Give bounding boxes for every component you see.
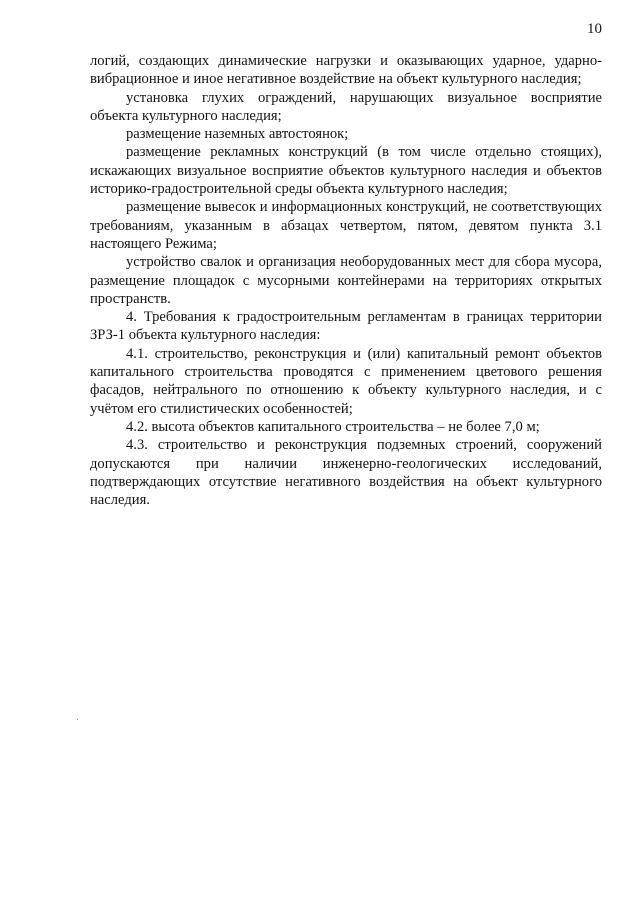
paragraph-waste: устройство свалок и организация необорудованных мест для сбора мусора, размещение площадок с мусорными контейнерами на территориях открытых пространств. — [90, 254, 602, 307]
paragraph-parking: размещение наземных автостоянок; — [126, 126, 349, 143]
paragraph-4-1: 4.1. строительство, реконструкция и (или) капитальный ремонт объектов капитального строительства проводятся с применением цветового решения фасадов, нейтрального по отношению к объекту культурного наследия, и с учётом его стилистических особенностей; — [90, 345, 602, 417]
paragraph-continuation: логий, создающих динамические нагрузки и оказывающих ударное, ударно-вибрационное и иное негативное воздействие на объект культурного наследия; — [90, 53, 602, 88]
paragraph-fences: установка глухих ограждений, нарушающих визуальное восприятие объекта культурного наследия; — [90, 89, 602, 124]
paragraph-4-2: 4.2. высота объектов капитального строительства – не более 7,0 м; — [126, 418, 540, 435]
page-number: 10 — [587, 21, 602, 37]
scan-speck — [77, 719, 78, 720]
paragraph-section-4: 4. Требования к градостроительным регламентам в границах территории ЗРЗ-1 объекта культурного наследия: — [90, 309, 602, 344]
document-body — [90, 52, 602, 509]
paragraph-advertising: размещение рекламных конструкций (в том числе отдельно стоящих), искажающих визуальное восприятие объектов культурного наследия и объектов историко-градостроительной среды объекта культурного наследия; — [90, 144, 602, 198]
paragraph-signage: размещение вывесок и информационных конструкций, не соответствующих требованиям, указанным в абзацах четвертом, пятом, девятом пункта 3.1 настоящего Режима; — [90, 199, 602, 252]
paragraph-4-3: 4.3. строительство и реконструкция подземных строений, сооружений допускаются при наличии инженерно-геологических исследований, подтверждающих отсутствие негативного воздействия на объект культурного наследия. — [90, 437, 602, 509]
